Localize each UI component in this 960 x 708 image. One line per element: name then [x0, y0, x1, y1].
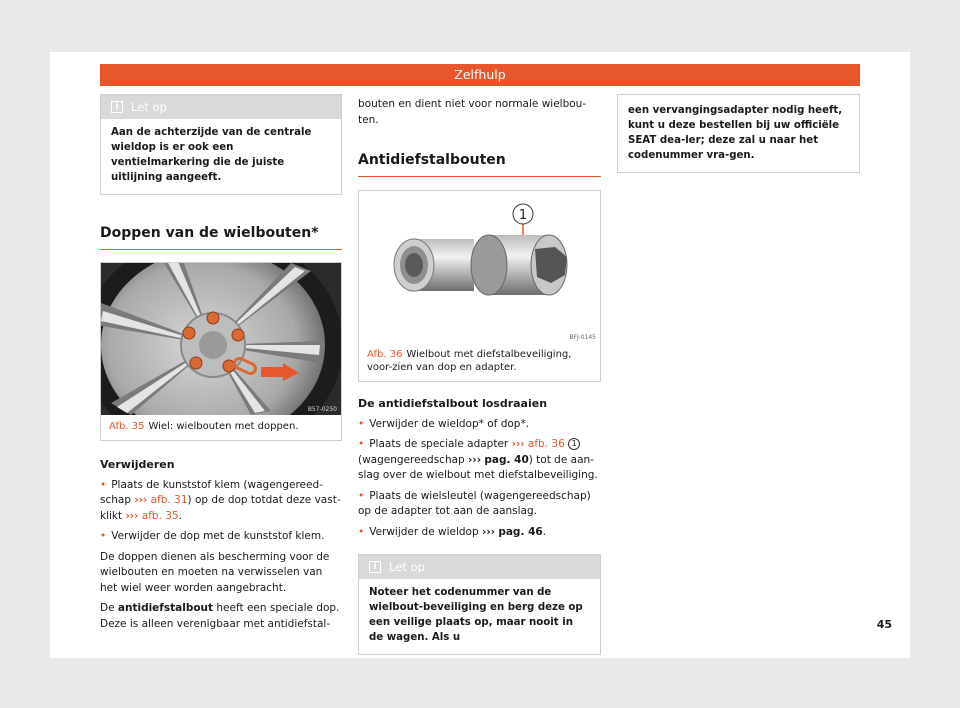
ref-arrow: ››› [134, 494, 148, 506]
figure-36 [358, 190, 601, 382]
continued-text: bouten en dient niet voor normale wielbou-ten. [358, 98, 587, 126]
ref-link[interactable]: pag. 40 [484, 453, 529, 466]
note-body [359, 579, 600, 654]
ref-link[interactable]: afb. 35 [141, 509, 179, 522]
ref-link[interactable]: afb. 36 [527, 438, 565, 450]
wheel-illustration [101, 263, 341, 415]
figure-35 [100, 262, 342, 441]
note-header [101, 95, 341, 119]
note-box-continued [617, 94, 860, 173]
ref-arrow: ››› [482, 525, 495, 538]
list-item: • Plaats de wielsleutel (wagengereedschap) op de adapter tot aan de aanslag. [358, 489, 601, 520]
body-text [100, 457, 342, 632]
note-body [618, 95, 859, 172]
list-item: • Plaats de speciale adapter ››› afb. 36 1 (wagengereedschap ››› pag. 40) tot de aan-slag over de wielbout met diefstalbeveiliging. [358, 437, 601, 484]
section-heading: Antidiefstalbouten [358, 152, 601, 177]
paragraph: De doppen dienen als bescherming voor de wielbouten en moeten na verwisselen van het wiel weer worden aangebracht. [100, 550, 330, 594]
column-2 [358, 97, 601, 655]
list-item: • Verwijder de wieldop ››› pag. 46. [358, 525, 601, 541]
body-text [358, 396, 601, 540]
section-heading: Doppen van de wielbouten* [100, 225, 342, 250]
info-icon: i [111, 101, 123, 113]
ref-arrow: ››› [468, 453, 482, 466]
ref-link[interactable]: pag. 46 [498, 525, 543, 538]
subheading: Verwijderen [100, 458, 175, 471]
caption-text: Wielbout met diefstalbeveiliging, voor-zien van dop en adapter. [367, 349, 572, 373]
note-label: Let op [131, 100, 167, 114]
figure-code: B57-0250 [307, 406, 337, 413]
note-text: Aan de achterzijde van de centrale wieldop is er ook een ventielmarkering die de juiste uitlijning aangeeft. [111, 127, 312, 183]
column-3 [617, 94, 860, 173]
info-icon: i [369, 561, 381, 573]
figure-code: BFJ-0145 [569, 334, 596, 341]
ref-arrow: ››› [511, 438, 525, 450]
note-box [100, 94, 342, 195]
figure-caption [101, 415, 341, 440]
note-label: Let op [389, 560, 425, 574]
callout-1: 1 [518, 208, 528, 223]
bolt-image [359, 191, 600, 343]
note-text: een vervangingsadapter nodig heeft, kunt u deze bestellen bij uw officiële SEAT dea-ler; deze zal u naar het codenummer vra-gen. [628, 105, 843, 161]
note-box [358, 554, 601, 655]
note-text: Noteer het codenummer van de wielbout-beveiliging en berg deze op een veilige plaats op, maar nooit in de wagen. Als u [369, 587, 583, 643]
list-item: • Plaats de kunststof klem (wagengereed-schap ››› afb. 31) op de dop totdat deze vast-klikt ››› afb. 35. [100, 478, 342, 525]
subheading: De antidiefstalbout losdraaien [358, 397, 548, 410]
figure-number: Afb. 36 [367, 349, 403, 360]
page-number: 45 [876, 618, 892, 631]
callout-ref: 1 [568, 438, 580, 450]
figure-caption [359, 343, 600, 381]
ref-link[interactable]: afb. 31 [150, 494, 188, 506]
bolt-illustration [359, 191, 600, 343]
list-item: • Verwijder de wieldop* of dop*. [358, 417, 601, 433]
list-item: • Verwijder de dop met de kunststof klem. [100, 529, 342, 545]
wheel-image [101, 263, 341, 415]
paragraph: De antidiefstalbout heeft een speciale dop. Deze is alleen verenigbaar met antidiefstal- [100, 602, 340, 630]
note-body [101, 119, 341, 194]
caption-text: Wiel: wielbouten met doppen. [148, 421, 299, 432]
column-1 [100, 94, 342, 637]
section-header: Zelfhulp [100, 64, 860, 86]
figure-number: Afb. 35 [109, 421, 145, 432]
note-header [359, 555, 600, 579]
ref-arrow: ››› [125, 509, 139, 522]
